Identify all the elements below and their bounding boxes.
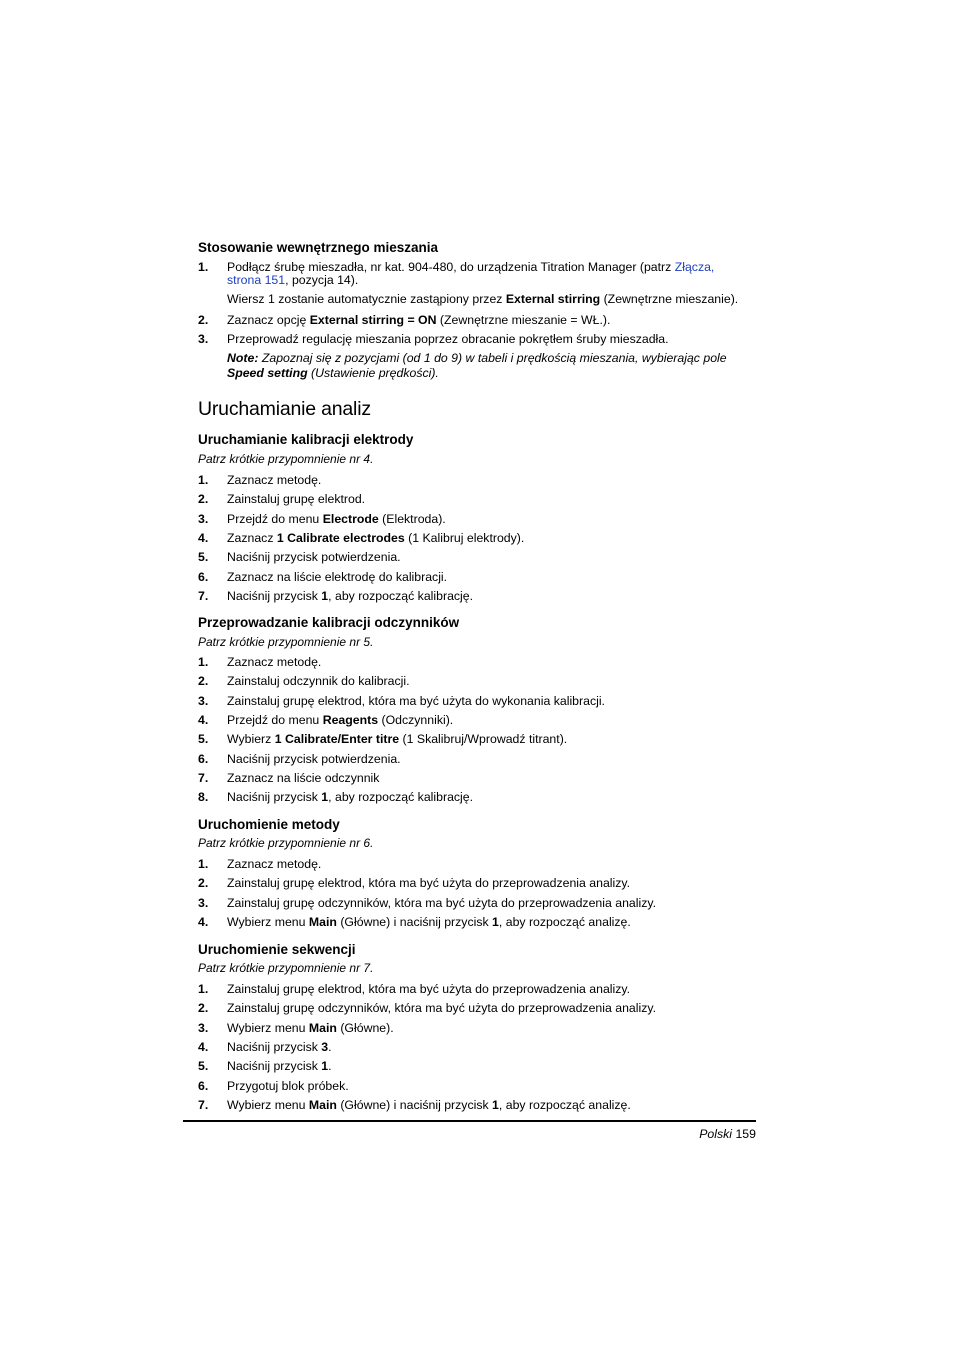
page-number: 159 xyxy=(735,1127,756,1141)
step-text xyxy=(227,314,756,327)
text-part: Zaznacz xyxy=(227,530,277,545)
text-part: Zainstaluj grupę elektrod. xyxy=(227,492,366,507)
text-part: Zaznacz metodę. xyxy=(227,857,322,871)
text-part: , aby rozpocząć analizę. xyxy=(498,1097,631,1112)
text-part: Wiersz 1 zostanie automatycznie zastąpiony przez xyxy=(227,292,506,306)
step-text xyxy=(227,791,756,804)
step-text xyxy=(227,916,756,929)
section-heading-run-method: Uruchomienie metody xyxy=(198,817,340,832)
step-number: 4. xyxy=(198,712,209,727)
step-number: 3. xyxy=(198,511,209,526)
step-text xyxy=(227,571,756,584)
text-part: . xyxy=(328,1039,332,1054)
ui-element-name: 1 xyxy=(492,1097,499,1112)
step-number: 2. xyxy=(198,1001,209,1016)
ui-element-name: Main xyxy=(308,914,337,929)
text-part: Zainstaluj grupę odczynników, która ma być użyta do przeprowadzenia analizy. xyxy=(227,895,657,910)
text-part: , aby rozpocząć kalibrację. xyxy=(328,790,474,805)
ui-element-name: Reagents xyxy=(322,712,379,727)
text-part: (Główne) i naciśnij przycisk xyxy=(336,1097,493,1112)
ui-element-name: Main xyxy=(308,1020,337,1035)
text-part: Zaznacz na liście elektrodę do kalibracji. xyxy=(227,569,448,584)
step-number: 7. xyxy=(198,770,209,785)
text-part: (Główne) i naciśnij przycisk xyxy=(336,914,493,929)
step-number: 6. xyxy=(198,1078,209,1093)
step-number: 1. xyxy=(198,857,209,871)
step-text xyxy=(227,675,756,688)
step-text xyxy=(227,1060,756,1073)
quick-reference-note: Patrz krótkie przypomnienie nr 4. xyxy=(198,452,374,466)
step-text xyxy=(227,1002,756,1015)
step-text xyxy=(227,532,756,545)
text-part: Naciśnij przycisk xyxy=(227,1039,322,1054)
step-text xyxy=(227,877,756,890)
text-part: (Elektroda). xyxy=(378,511,446,526)
step-text xyxy=(227,474,756,487)
text-part: Wybierz menu xyxy=(227,1020,309,1035)
field-name: Speed setting xyxy=(227,365,308,380)
step-text xyxy=(227,551,756,564)
step-text xyxy=(227,1022,756,1035)
step-text-part: Podłącz śrubę mieszadła, nr kat. 904-480, do urządzenia Titration Manager (patrz xyxy=(227,260,675,274)
text-part: Wybierz menu xyxy=(227,914,309,929)
ui-element-name: 3 xyxy=(321,1039,329,1054)
step-text xyxy=(227,590,756,603)
step-number: 2. xyxy=(198,876,209,891)
text-part: Naciśnij przycisk potwierdzenia. xyxy=(227,550,401,565)
ui-element-name: 1 xyxy=(321,1059,329,1074)
step-number: 1. xyxy=(198,473,209,487)
step-number: 1. xyxy=(198,982,209,996)
text-part: Naciśnij przycisk xyxy=(227,588,322,603)
text-part: Zainstaluj grupę elektrod, która ma być użyta do wykonania kalibracji. xyxy=(227,693,605,708)
text-part: Zainstaluj grupę odczynników, która ma być użyta do przeprowadzenia analizy. xyxy=(227,1001,657,1016)
text-part: Wybierz xyxy=(227,732,275,747)
step-text xyxy=(227,983,756,996)
step-text xyxy=(227,695,756,708)
step-number: 7. xyxy=(198,1097,209,1112)
quick-reference-note: Patrz krótkie przypomnienie nr 6. xyxy=(198,836,374,850)
text-part: , aby rozpocząć analizę. xyxy=(498,914,631,929)
step-number: 4. xyxy=(198,530,209,545)
step-number: 5. xyxy=(198,550,209,565)
step-number: 4. xyxy=(198,1039,209,1054)
step-number: 1. xyxy=(198,260,209,274)
page-footer xyxy=(699,1127,756,1141)
step-number: 4. xyxy=(198,914,209,929)
step-number: 8. xyxy=(198,790,209,805)
menu-option-name: External stirring = ON xyxy=(309,313,437,327)
text-part: Zaznacz na liście odczynnik xyxy=(227,770,380,785)
footer-divider xyxy=(183,1120,756,1122)
text-part: Naciśnij przycisk xyxy=(227,1059,322,1074)
text-part: Naciśnij przycisk xyxy=(227,790,322,805)
step-text xyxy=(227,753,756,766)
text-part: (Zewnętrzne mieszanie). xyxy=(600,292,739,306)
step-text xyxy=(227,656,756,669)
step-number: 7. xyxy=(198,588,209,603)
section-heading-electrode-calibration: Uruchamianie kalibracji elektrody xyxy=(198,432,414,447)
text-part: Naciśnij przycisk potwierdzenia. xyxy=(227,751,401,766)
text-part: Przygotuj blok próbek. xyxy=(227,1078,349,1093)
step-text xyxy=(227,733,756,746)
cross-reference-link[interactable]: Złącza, xyxy=(674,260,715,274)
text-part: (Odczynniki). xyxy=(378,712,454,727)
text-part: (1 Kalibruj elektrody). xyxy=(404,530,525,545)
menu-option-name: External stirring xyxy=(505,292,601,306)
note-label: Note: xyxy=(227,351,259,365)
section-heading-internal-stirring: Stosowanie wewnętrznego mieszania xyxy=(198,240,439,255)
note-text: Zapoznaj się z pozycjami (od 1 do 9) w tabeli i prędkością mieszania, wybierając pole xyxy=(258,351,727,365)
step-text-part: , pozycja 14). xyxy=(285,273,359,287)
step-text-continued xyxy=(227,274,756,287)
ui-element-name: Main xyxy=(308,1097,337,1112)
quick-reference-note: Patrz krótkie przypomnienie nr 5. xyxy=(198,635,374,649)
cross-reference-link-continued[interactable]: strona 151 xyxy=(227,273,286,287)
ui-element-name: 1 xyxy=(321,790,329,805)
step-number: 5. xyxy=(198,1059,209,1074)
step-text: Przeprowadź regulację mieszania poprzez obracanie pokrętłem śruby mieszadła. xyxy=(227,332,669,346)
step-text xyxy=(227,493,756,506)
ui-element-name: Electrode xyxy=(322,511,379,526)
step-text xyxy=(227,1041,756,1054)
section-heading-reagent-calibration: Przeprowadzanie kalibracji odczynników xyxy=(198,615,460,630)
text-part: Przejdź do menu xyxy=(227,511,323,526)
text-part: Zainstaluj odczynnik do kalibracji. xyxy=(227,674,410,689)
ui-element-name: 1 Calibrate/Enter titre xyxy=(274,732,400,747)
ui-element-name: 1 xyxy=(321,588,329,603)
section-heading-run-sequence: Uruchomienie sekwencji xyxy=(198,942,356,957)
step-number: 6. xyxy=(198,569,209,584)
step-number: 2. xyxy=(198,674,209,689)
page-title: Uruchamianie analiz xyxy=(198,398,371,420)
quick-reference-note: Patrz krótkie przypomnienie nr 7. xyxy=(198,961,374,975)
step-text xyxy=(227,1080,756,1093)
text-part: (1 Skalibruj/Wprowadź titrant). xyxy=(399,732,568,747)
note xyxy=(227,351,756,380)
text-part: , aby rozpocząć kalibrację. xyxy=(328,588,474,603)
step-number: 6. xyxy=(198,751,209,766)
text-part: Zainstaluj grupę elektrod, która ma być użyta do przeprowadzenia analizy. xyxy=(227,876,631,891)
step-number: 2. xyxy=(198,313,209,327)
text-part: (Zewnętrzne mieszanie = WŁ.). xyxy=(436,313,611,327)
step-text xyxy=(227,513,756,526)
text-part: Wybierz menu xyxy=(227,1097,309,1112)
text-part: Zainstaluj grupę elektrod, która ma być użyta do przeprowadzenia analizy. xyxy=(227,982,631,996)
note-text: (Ustawienie prędkości). xyxy=(307,365,439,380)
step-number: 3. xyxy=(198,895,209,910)
step-number: 3. xyxy=(198,693,209,708)
step-text xyxy=(227,1099,756,1112)
step-number: 3. xyxy=(198,1020,209,1035)
text-part: . xyxy=(328,1059,332,1074)
text-part: Zaznacz opcję xyxy=(227,313,310,327)
step-text xyxy=(227,897,756,910)
step-number: 2. xyxy=(198,492,209,507)
ui-element-name: 1 Calibrate electrodes xyxy=(276,530,405,545)
step-number: 3. xyxy=(198,332,209,346)
step-follow-text xyxy=(227,293,756,306)
step-text xyxy=(227,858,756,871)
ui-element-name: 1 xyxy=(492,914,499,929)
footer-language: Polski xyxy=(699,1127,733,1141)
step-text xyxy=(227,772,756,785)
text-part: (Główne). xyxy=(336,1020,394,1035)
step-number: 1. xyxy=(198,655,209,669)
step-text xyxy=(227,714,756,727)
text-part: Zaznacz metodę. xyxy=(227,655,322,669)
text-part: Przejdź do menu xyxy=(227,712,323,727)
text-part: Zaznacz metodę. xyxy=(227,473,322,487)
step-number: 5. xyxy=(198,732,209,747)
